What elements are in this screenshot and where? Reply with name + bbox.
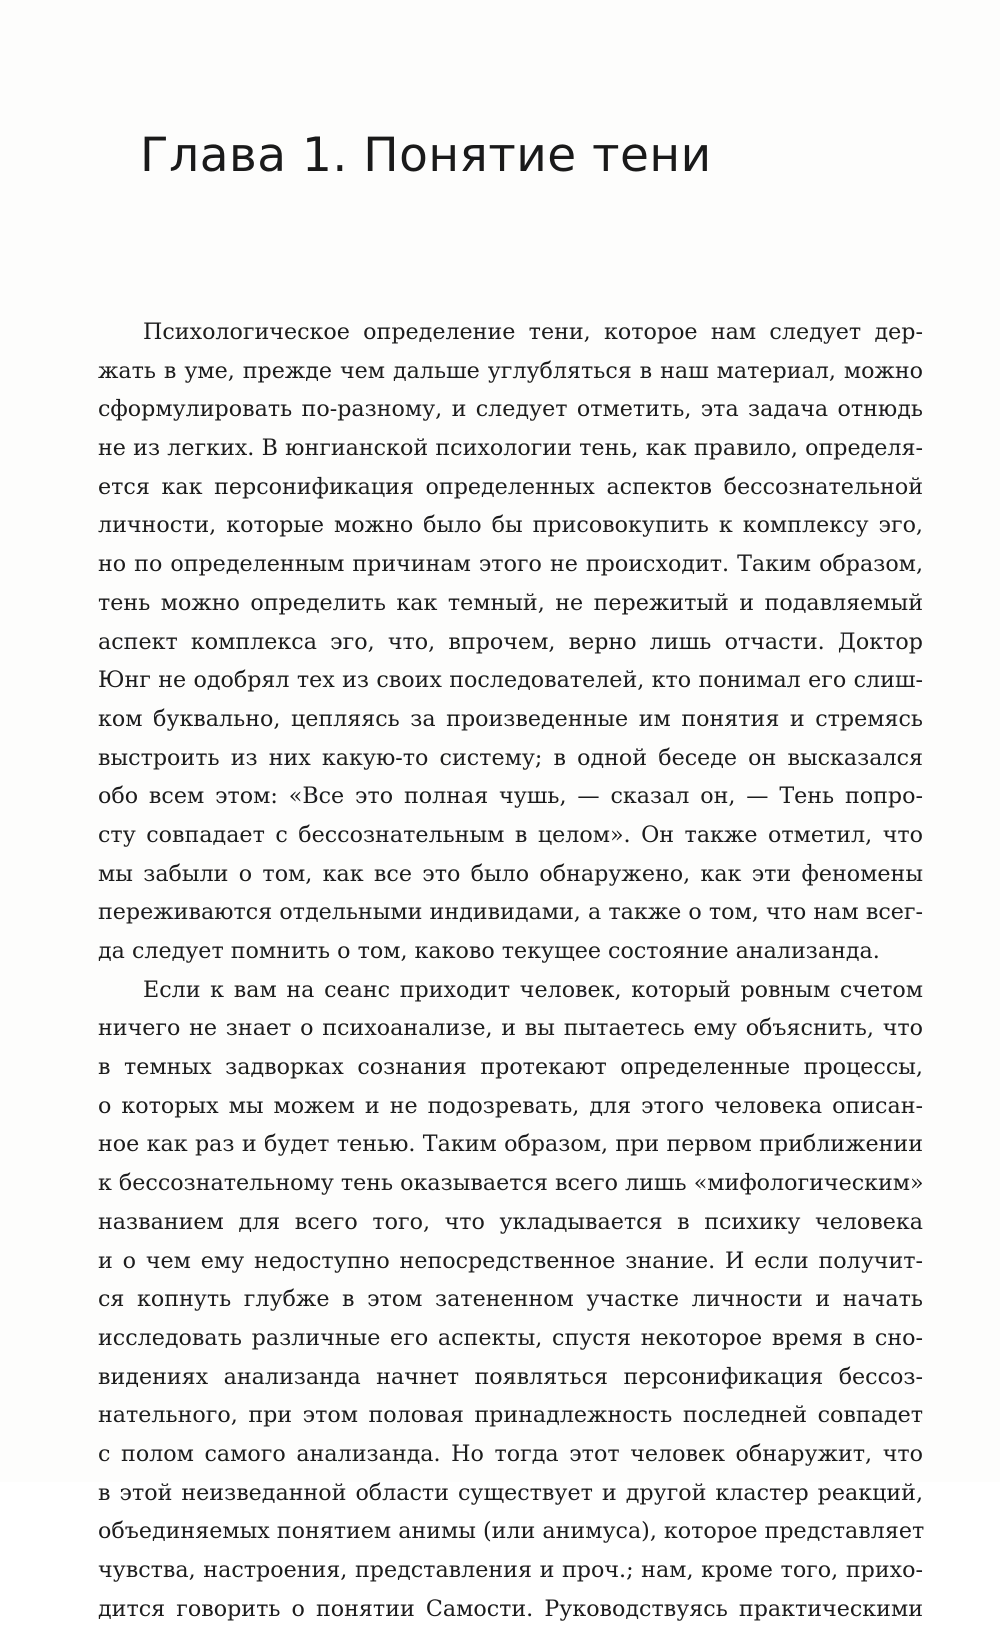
text-line: с полом самого анализанда. Но тогда этот человек обнаружит, что <box>98 1440 923 1467</box>
text-line: видениях анализанда начнет появляться персонификация бессоз- <box>98 1363 923 1390</box>
text-line: сформулировать по-разному, и следует отметить, эта задача отнюдь <box>98 396 923 423</box>
text-line: о которых мы можем и не подозревать, для этого человека описан- <box>98 1092 923 1119</box>
text-line: в темных задворках сознания протекают определенные процессы, <box>98 1054 923 1081</box>
body-text <box>98 313 923 1628</box>
paragraph <box>98 313 923 971</box>
text-line: чувства, настроения, представления и проч.; нам, кроме того, прихо- <box>98 1557 923 1583</box>
text-line: ное как раз и будет тенью. Таким образом, при первом приближении <box>98 1131 923 1158</box>
text-line: к бессознательному тень оказывается всего лишь «мифологическим» <box>98 1170 924 1197</box>
text-line: ся копнуть глубже в этом затененном участке личности и начать <box>98 1286 923 1313</box>
text-line: аспект комплекса эго, что, впрочем, верно лишь отчасти. Доктор <box>98 628 923 655</box>
text-line: жать в уме, прежде чем дальше углубляться в наш материал, можно <box>98 357 923 384</box>
text-line: исследовать различные его аспекты, спустя некоторое время в сно- <box>98 1324 923 1351</box>
chapter-title: Глава 1. Понятие тени <box>140 128 712 183</box>
text-line: да следует помнить о том, каково текущее состояние анализанда. <box>98 938 880 964</box>
text-line: обо всем этом: «Все это полная чушь, — сказал он, — Тень попро- <box>98 783 923 810</box>
text-line: тень можно определить как темный, не пережитый и подавляемый <box>98 589 923 616</box>
text-line: ется как персонификация определенных аспектов бессознательной <box>98 473 923 500</box>
text-line: не из легких. В юнгианской психологии тень, как правило, определя- <box>98 435 923 462</box>
text-line: Если к вам на сеанс приходит человек, который ровным счетом <box>143 976 923 1003</box>
text-line: нательного, при этом половая принадлежность последней совпадет <box>98 1402 923 1429</box>
text-line: Юнг не одобрял тех из своих последователей, кто понимал его слиш- <box>98 667 923 694</box>
paragraph <box>98 971 923 1628</box>
text-line: и о чем ему недоступно непосредственное знание. И если получит- <box>98 1247 923 1274</box>
text-line: переживаются отдельными индивидами, а также о том, что нам всег- <box>98 899 923 926</box>
text-line: в этой неизведанной области существует и другой кластер реакций, <box>98 1479 923 1506</box>
text-line: ничего не знает о психоанализе, и вы пытаетесь ему объяснить, что <box>98 1015 923 1042</box>
text-line: мы забыли о том, как все это было обнаружено, как эти феномены <box>98 860 923 887</box>
text-line: названием для всего того, что укладывается в психику человека <box>98 1208 923 1235</box>
text-line: дится говорить о понятии Самости. Руководствуясь практическими <box>98 1595 923 1622</box>
text-line: ком буквально, цепляясь за произведенные им понятия и стремясь <box>98 705 923 732</box>
text-line: объединяемых понятием анимы (или анимуса), которое представляет <box>98 1518 925 1545</box>
text-line: но по определенным причинам этого не происходит. Таким образом, <box>98 551 923 578</box>
text-line: Психологическое определение тени, которое нам следует дер- <box>143 319 923 345</box>
text-line: выстроить из них какую-то систему; в одной беседе он высказался <box>98 744 923 771</box>
text-line: сту совпадает с бессознательным в целом». Он также отметил, что <box>98 821 923 848</box>
text-line: личности, которые можно было бы присовокупить к комплексу эго, <box>98 512 923 539</box>
